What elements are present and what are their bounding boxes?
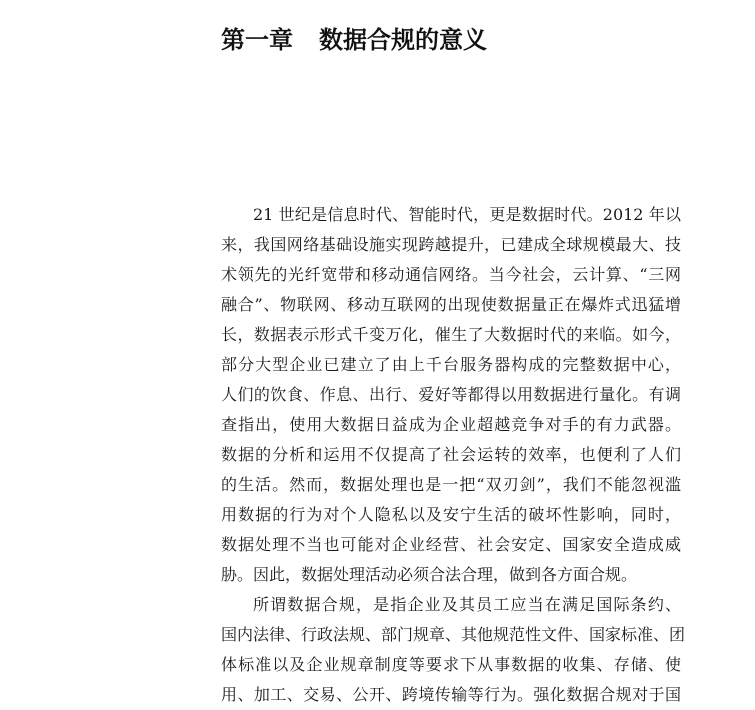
text-line: 长，数据表示形式千变万化，催生了大数据时代的来临。如今， [221, 325, 681, 344]
text-line: 用数据的行为对个人隐私以及安宁生活的破坏性影响，同时， [221, 505, 681, 524]
text-line: 来，我国网络基础设施实现跨越提升，已建成全球规模最大、技 [221, 235, 681, 254]
chapter-number: 第一章 [221, 26, 293, 54]
text-line: 融合”、物联网、移动互联网的出现使数据量正在爆炸式迅猛增 [221, 295, 681, 314]
text-line: 人们的饮食、作息、出行、爱好等都得以用数据进行量化。有调 [221, 385, 681, 404]
text-line: 所谓数据合规，是指企业及其员工应当在满足国际条约、 [253, 595, 681, 614]
text-line: 数据处理不当也可能对企业经营、社会安定、国家安全造成威 [221, 535, 681, 554]
text-line: 术领先的光纤宽带和移动通信网络。当今社会，云计算、“三网 [221, 265, 681, 284]
text-line: 体标准以及企业规章制度等要求下从事数据的收集、存储、使 [221, 655, 681, 674]
text-line: 胁。因此，数据处理活动必须合法合理，做到各方面合规。 [221, 565, 638, 584]
text-line: 的生活。然而，数据处理也是一把“双刃剑”，我们不能忽视滥 [221, 475, 681, 494]
text-line: 国内法律、行政法规、部门规章、其他规范性文件、国家标准、团 [221, 625, 686, 644]
text-line: 查指出，使用大数据日益成为企业超越竞争对手的有力武器。 [221, 415, 681, 434]
chapter-title: 数据合规的意义 [319, 26, 487, 54]
text-line: 用、加工、交易、公开、跨境传输等行为。强化数据合规对于国 [221, 685, 681, 704]
text-line: 部分大型企业已建立了由上千台服务器构成的完整数据中心， [221, 355, 681, 374]
text-line: 21 世纪是信息时代、智能时代，更是数据时代。2012 年以 [253, 205, 681, 224]
chapter-heading [221, 22, 487, 58]
text-line: 数据的分析和运用不仅提高了社会运转的效率，也便利了人们 [221, 445, 681, 464]
body-text [221, 200, 686, 710]
